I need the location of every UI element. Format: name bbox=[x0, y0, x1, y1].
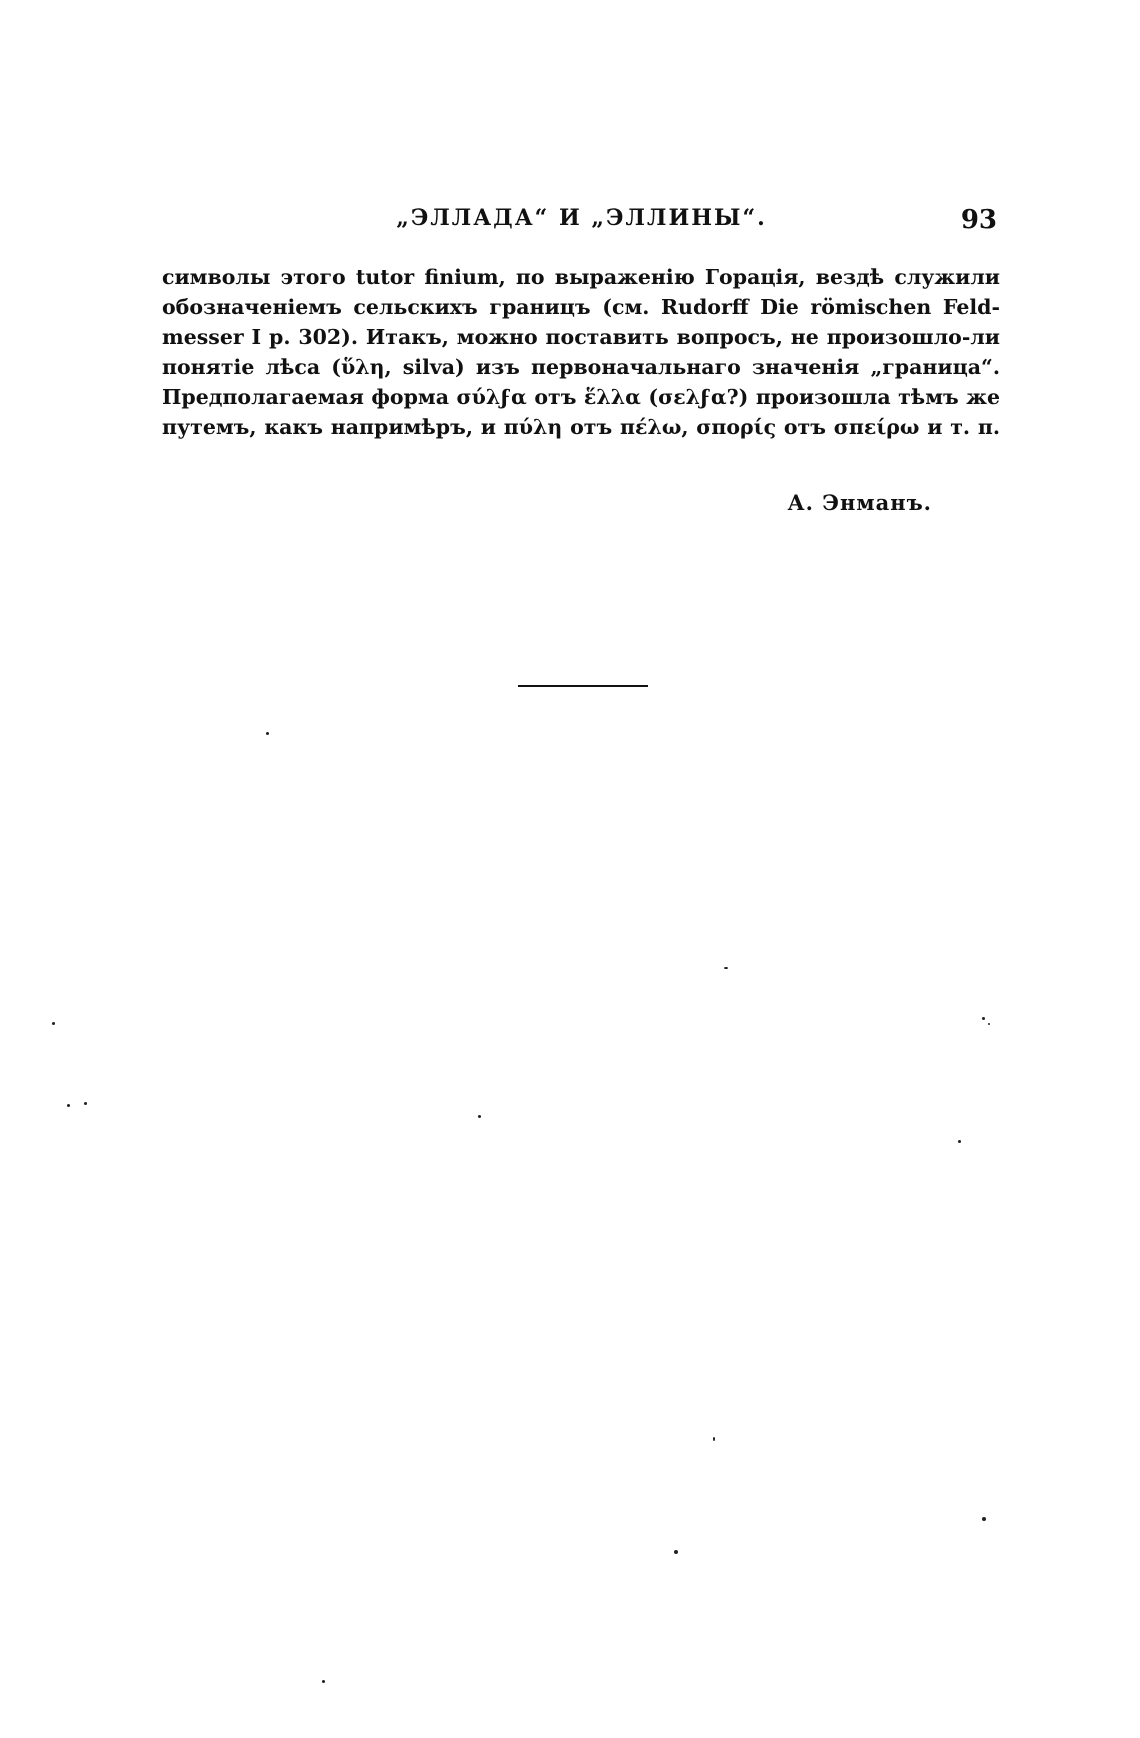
scan-speck bbox=[84, 1102, 87, 1105]
page-number: 93 bbox=[960, 205, 997, 235]
author-signature: А. Энманъ. bbox=[787, 490, 932, 515]
scan-speck bbox=[478, 1115, 481, 1118]
scan-speck bbox=[322, 1680, 325, 1683]
body-paragraph bbox=[162, 262, 1000, 442]
scan-speck bbox=[724, 967, 728, 969]
text-line: понятіе лѣса (ὕλη, silva) изъ первоначальнаго значенія „граница“. bbox=[162, 355, 1000, 379]
scan-speck bbox=[988, 1023, 990, 1025]
text-line: Предполагаемая форма σύλϝα отъ ἕλλα (σελϝα?) произошла тѣмъ же bbox=[162, 385, 1000, 409]
scan-speck bbox=[674, 1550, 678, 1554]
text-line: путемъ, какъ напримѣръ, и πύλη отъ πέλω, σπορίς отъ σπείρω и т. п. bbox=[162, 415, 1000, 439]
scan-speck bbox=[982, 1517, 986, 1521]
scan-speck bbox=[958, 1140, 961, 1143]
scan-speck bbox=[52, 1022, 55, 1025]
section-end-rule bbox=[518, 685, 648, 687]
scan-speck bbox=[266, 732, 269, 735]
running-head bbox=[160, 205, 1003, 241]
text-line: символы этого tutor finium, по выраженію Горація, вездѣ служили bbox=[162, 265, 1000, 289]
running-title: „ЭЛЛАДА“ И „ЭЛЛИНЫ“. bbox=[396, 205, 767, 231]
scan-speck bbox=[67, 1104, 70, 1107]
scan-speck bbox=[713, 1437, 715, 1441]
text-line: messer I p. 302). Итакъ, можно поставить вопросъ, не произошло-ли bbox=[162, 325, 1000, 349]
scan-speck bbox=[982, 1017, 985, 1020]
text-line: обозначеніемъ сельскихъ границъ (см. Rudorff Die römischen Feld- bbox=[162, 295, 1000, 319]
